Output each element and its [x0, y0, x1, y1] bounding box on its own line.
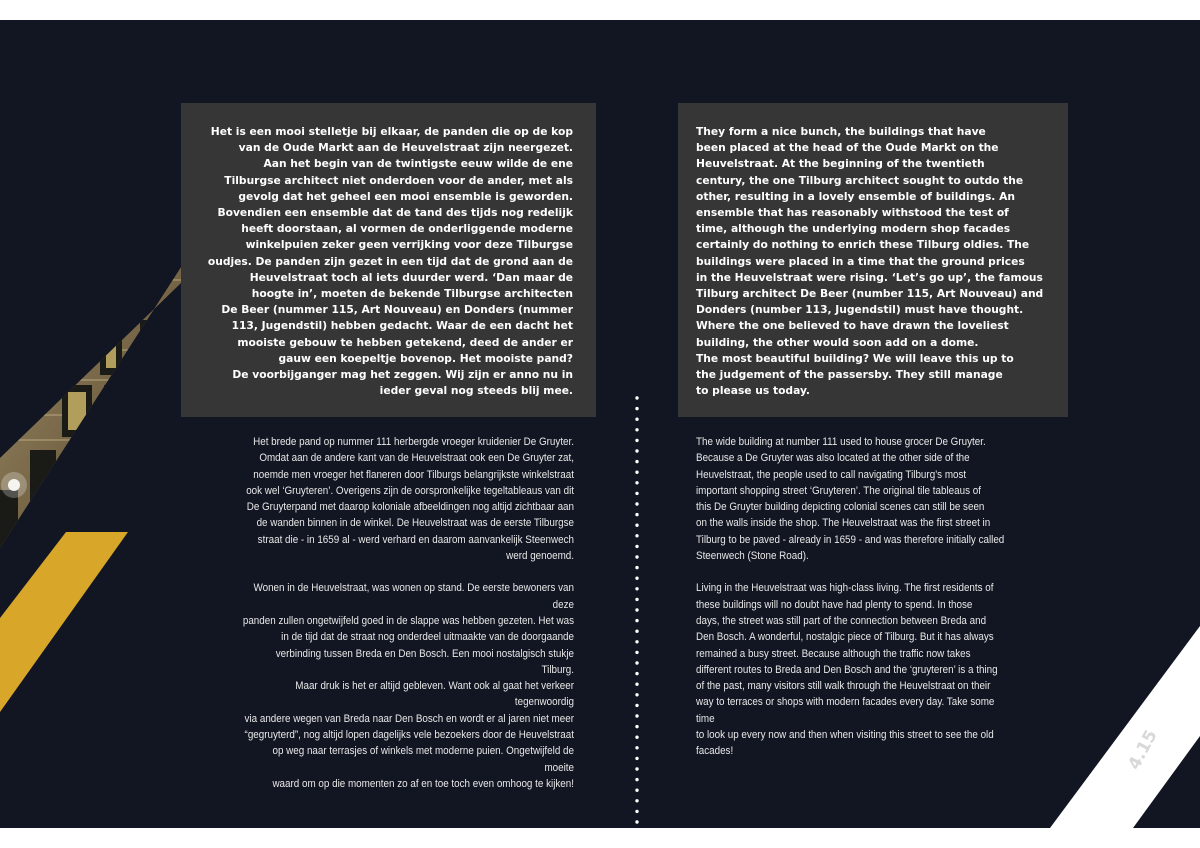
page-number: 4.15 [1124, 726, 1162, 774]
building-photo-strip [0, 220, 210, 560]
left-intro-text: Het is een mooi stelletje bij elkaar, de panden die op de kop van de Oude Markt aan de Heuvelstraat zijn neergezet. Aan het begin van de twintigste eeuw wilde de ene Tilburgse architect niet onderdoen voor de ander, met als gevolg dat het geheel een mooi ensemble is geworden. Bovendien een ensemble dat de tand des tijds nog redelijk heeft doorstaan, al vormen de onderliggende moderne winkelpuien zeker geen verrijking voor deze Tilburgse oudjes. De panden zijn gezet in een tijd dat de grond aan de Heuvelstraat toch al iets duurder werd. ‘Dan maar de hoogte in’, moeten de bekende Tilburgse architecten De Beer (nummer 115, Art Nouveau) en Donders (nummer 113, Jugendstil) hebben gedacht. Waar de een dacht het mooiste gebouw te hebben getekend, deed de ander er gauw een koepeltje bovenop. Het mooiste pand? De voorbijganger mag het zeggen. Wij zijn er anno nu in ieder geval nog steeds blij mee. [207, 125, 573, 398]
left-paragraph-1: Het brede pand op nummer 111 herbergde vroeger kruidenier De Gruyter. Omdat aan de andere kant van de Heuvelstraat ook een De Gruyter zat, noemde men vroeger het flaneren door Tilburgs belangrijkste winkelstraat ook wel ‘Gruyteren’. Overigens zijn de oorspronkelijke tegeltableaus van dit De Gruyterpand met daarop koloniale afbeeldingen nog altijd zichtbaar aan de wanden binnen in de winkel. De Heuvelstraat was de eerste Tilburgse straat die - in 1659 al - werd verhard en daarom aanvankelijk Steenwech werd genoemd. [246, 436, 574, 563]
left-intro-box [181, 103, 596, 417]
right-paragraph-2: Living in the Heuvelstraat was high-class living. The first residents of these buildings will no doubt have had plenty to spend. In those days, the street was still part of the connection between Breda and Den Bosch. A wonderful, nostalgic piece of Tilburg. But it has always remained a busy street. Because although the traffic now takes different routes to Breda and Den Bosch and the ‘gruyteren’ is a thing of the past, many visitors still walk through the Heuvelstraat on their way to terraces or shops with modern facades every day. Take some time to look up every now and then when visiting this street to see the old facades! [696, 582, 998, 758]
left-paragraph-2: Wonen in de Heuvelstraat, was wonen op stand. De eerste bewoners van deze panden zullen ongetwijfeld goed in de slappe was hebben gezeten. Het was in de tijd dat de straat nog onderdeel uitmaakte van de doorgaande verbinding tussen Breda en Den Bosch. Een mooi nostalgisch stukje Tilburg. Maar druk is het er altijd gebleven. Want ook al gaat het verkeer tegenwoordig via andere wegen van Breda naar Den Bosch en wordt er al jaren niet meer “gegruyterd”, nog altijd lopen dagelijks vele bezoekers door de Heuvelstraat op weg naar terrasjes of winkels met moderne puien. Ongetwijfeld de moeite waard om op die momenten zo af en toe toch even omhoog te kijken! [242, 582, 574, 790]
white-diagonal-stripe [1050, 626, 1200, 828]
left-body-column [196, 434, 574, 808]
right-paragraph-1: The wide building at number 111 used to house grocer De Gruyter. Because a De Gruyter was also located at the other side of the Heuvelstraat, the people used to call navigating Tilburg’s most important shopping street ‘Gruyteren’. The original tile tableaus of this De Gruyter building depicting colonial scenes can still be seen on the walls inside the shop. The Heuvelstraat was the first street in Tilburg to be paved - already in 1659 - and was therefore initially called Steenwech (Stone Road). [696, 436, 1005, 563]
right-intro-box [678, 103, 1068, 417]
yellow-diagonal-stripe [0, 532, 128, 712]
right-intro-text: They form a nice bunch, the buildings that have been placed at the head of the Oude Markt on the Heuvelstraat. At the beginning of the twentieth century, the one Tilburg architect sought to outdo the other, resulting in a lovely ensemble of buildings. An ensemble that has reasonably withstood the test of time, although the underlying modern shop facades certainly do nothing to enrich these Tilburg oldies. The buildings were placed in a time that the ground prices in the Heuvelstraat were rising. ‘Let’s go up’, the famous Tilburg architect De Beer (number 115, Art Nouveau) and Donders (number 113, Jugendstil) must have thought. Where the one believed to have drawn the loveliest building, the other would soon add on a dome. The most beautiful building? We will leave this up to the judgement of the passersby. They still manage to please us today. [696, 125, 1044, 398]
magazine-spread [0, 20, 1200, 828]
right-body-column [696, 434, 1052, 776]
